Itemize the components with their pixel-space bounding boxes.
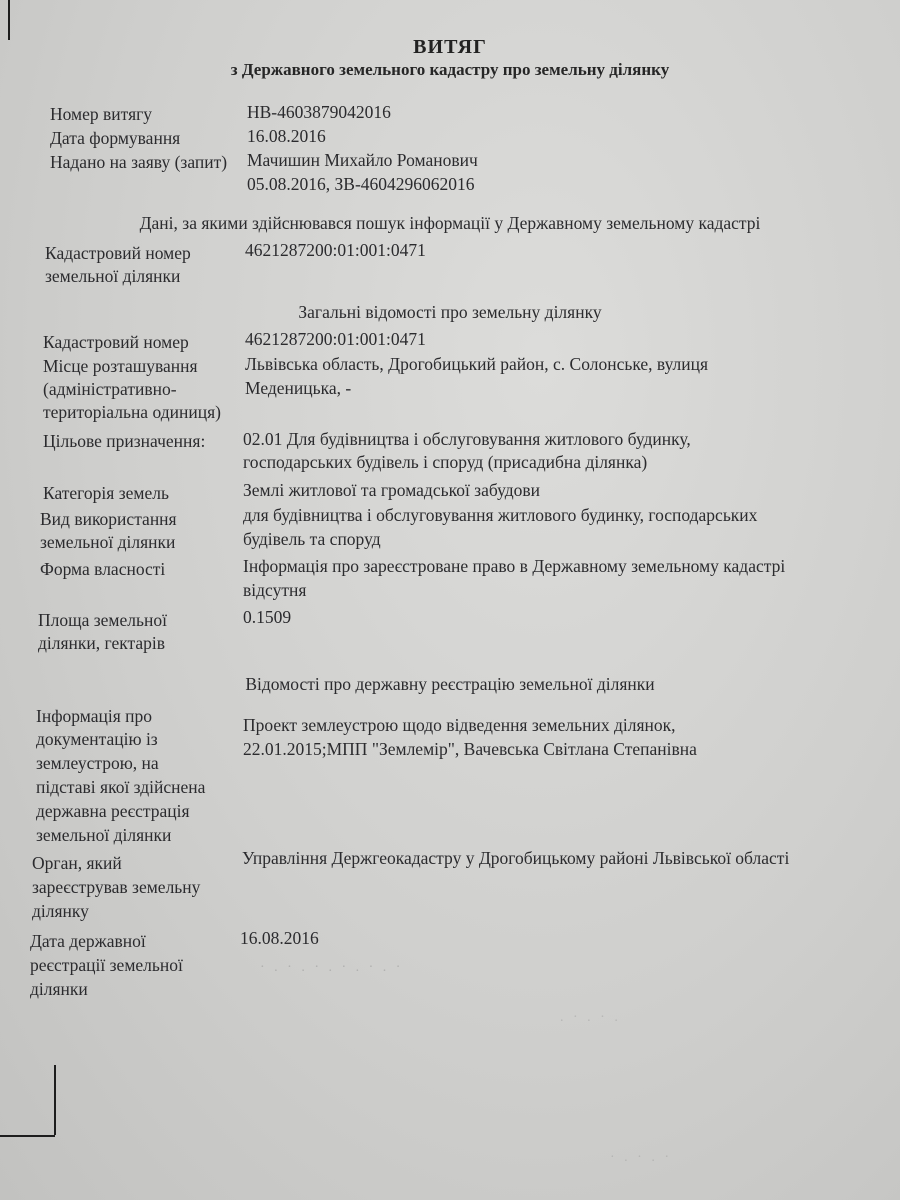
location-value-line2: Меденицька, -	[245, 378, 352, 398]
ownership-form-label: Форма власності	[40, 559, 166, 579]
usage-type-value-line1: для будівництва і обслуговування житлового будинку, господарських	[243, 505, 758, 525]
document-subtitle: з Державного земельного кадастру про земельну ділянку	[230, 60, 670, 79]
registering-authority-label-line1: Орган, який	[32, 853, 122, 873]
registration-date-label-line3: ділянки	[30, 979, 88, 999]
area-label-line2: ділянки, гектарів	[38, 633, 166, 653]
documentation-label-line5: державна реєстрація	[36, 801, 190, 821]
document-title: ВИТЯГ	[413, 36, 487, 58]
land-category-label: Категорія земель	[43, 483, 169, 503]
formation-date-value: 16.08.2016	[247, 126, 326, 146]
registration-date-label-line1: Дата державної	[30, 931, 146, 951]
documentation-label-line4: підставі якої здійснена	[36, 777, 206, 797]
registering-authority-label-line3: ділянку	[32, 901, 89, 921]
documentation-label-line1: Інформація про	[36, 706, 153, 726]
print-noise: . · . · .	[560, 1010, 621, 1025]
search-cadastral-label-line2: земельної ділянки	[45, 266, 181, 286]
registering-authority-value: Управління Держгеокадастру у Дрогобицькому районі Львівської області	[242, 848, 790, 868]
purpose-label: Цільове призначення:	[43, 431, 206, 451]
request-date-number: 05.08.2016, ЗВ-4604296062016	[247, 174, 475, 194]
usage-type-value-line2: будівель та споруд	[243, 529, 381, 549]
request-label: Надано на заяву (запит)	[50, 152, 228, 172]
location-label-line1: Місце розташування	[43, 356, 198, 376]
ownership-form-value-line1: Інформація про зареєстроване право в Державному земельному кадастрі	[243, 556, 786, 576]
purpose-value-line1: 02.01 Для будівництва і обслуговування житлового будинку,	[243, 429, 691, 449]
binding-mark-top	[8, 0, 10, 40]
extract-number-label: Номер витягу	[50, 104, 153, 124]
purpose-value-line2: господарських будівель і споруд (присадибна ділянка)	[243, 452, 648, 472]
registration-date-value: 16.08.2016	[240, 928, 319, 948]
registering-authority-label-line2: зареєстрував земельну	[32, 877, 201, 897]
applicant-name: Мачишин Михайло Романович	[247, 150, 478, 170]
usage-type-label-line1: Вид використання	[40, 509, 177, 529]
registration-section-heading: Відомості про державну реєстрацію земельної ділянки	[245, 674, 655, 694]
land-category-value: Землі житлової та громадської забудови	[243, 480, 541, 500]
documentation-label-line2: документацію із	[36, 729, 158, 749]
print-noise: · . · . ·	[610, 1150, 672, 1165]
area-label-line1: Площа земельної	[38, 610, 167, 630]
general-section-heading: Загальні відомості про земельну ділянку	[298, 302, 602, 322]
documentation-value-line1: Проект землеустрою щодо відведення земельних ділянок,	[243, 715, 676, 735]
page-edge-line	[0, 1135, 55, 1137]
usage-type-label-line2: земельної ділянки	[40, 532, 176, 552]
search-section-heading: Дані, за якими здійснювався пошук інформації у Державному земельному кадастрі	[139, 213, 761, 233]
registration-date-label-line2: реєстрації земельної	[30, 955, 183, 975]
search-cadastral-value: 4621287200:01:001:0471	[245, 240, 426, 260]
extract-number-value: НВ-4603879042016	[247, 102, 391, 122]
cadastral-number-label: Кадастровий номер	[43, 332, 189, 352]
documentation-value-line2: 22.01.2015;МПП "Землемір", Вачевська Світлана Степанівна	[243, 739, 697, 759]
print-noise: · . · . · . · . · . ·	[260, 960, 404, 975]
area-value: 0.1509	[243, 607, 292, 627]
cadastral-number-value: 4621287200:01:001:0471	[245, 329, 426, 349]
location-label-line3: територіальна одиниця)	[43, 402, 221, 422]
search-cadastral-label-line1: Кадастровий номер	[45, 243, 191, 263]
location-value-line1: Львівська область, Дрогобицький район, с. Солонське, вулиця	[245, 354, 709, 374]
binding-mark-bottom	[54, 1065, 56, 1135]
documentation-label-line6: земельної ділянки	[36, 825, 172, 845]
location-label-line2: (адміністративно-	[43, 379, 177, 399]
formation-date-label: Дата формування	[50, 128, 181, 148]
ownership-form-value-line2: відсутня	[243, 580, 307, 600]
documentation-label-line3: землеустрою, на	[36, 753, 159, 773]
